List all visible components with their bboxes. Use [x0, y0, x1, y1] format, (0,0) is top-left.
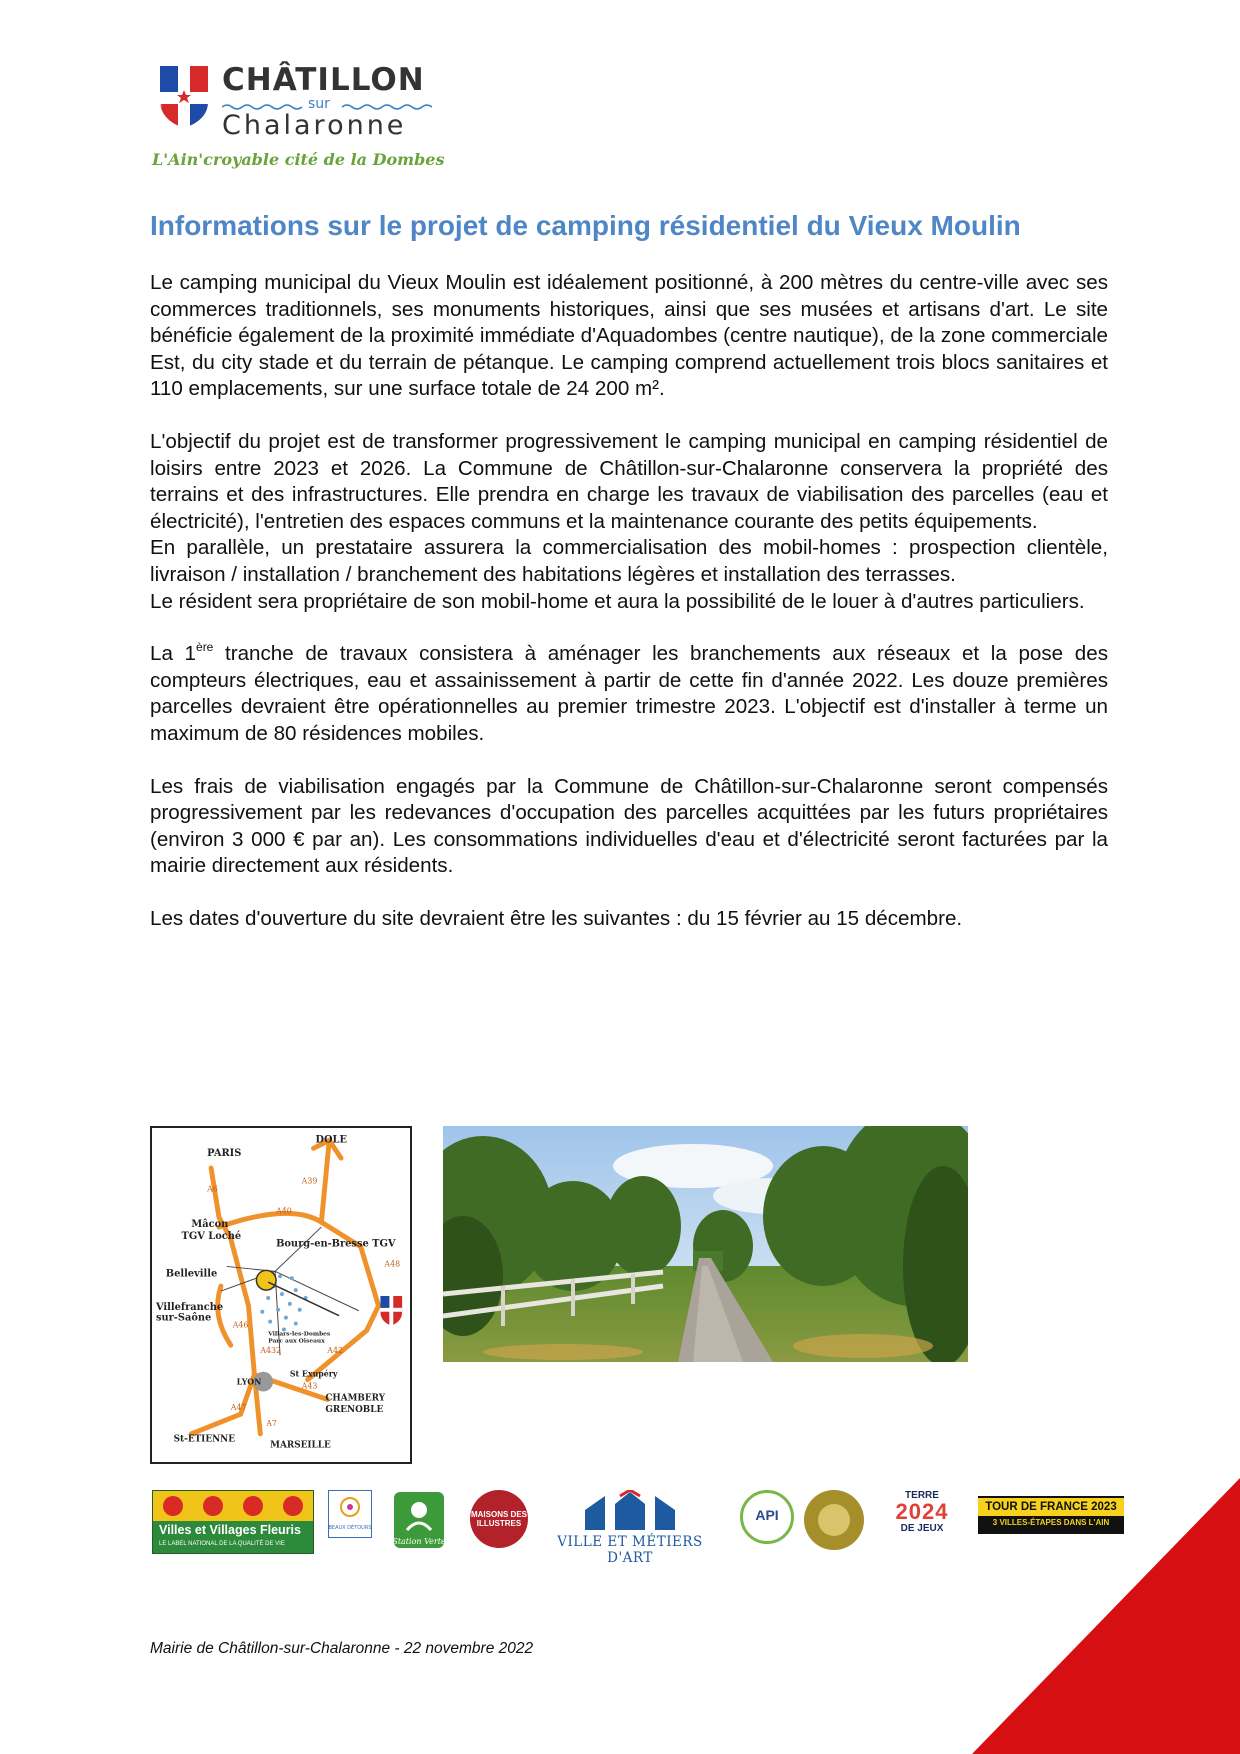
- fleur-or-icon: [818, 1504, 850, 1536]
- vvf-subtitle: LE LABEL NATIONAL DE LA QUALITÉ DE VIE: [159, 1541, 285, 1547]
- logo-tagline: L'Ain'croyable cité de la Dombes: [152, 150, 445, 169]
- maisons-illustres-logo: [470, 1490, 528, 1548]
- api-cite-logo: [740, 1490, 794, 1544]
- paragraph-location: Le camping municipal du Vieux Moulin est idéalement positionné, à 200 mètres du centre-ville avec ses commerces traditionnels, ses monuments historiques, ainsi que ses musées et artisans d'art. Le site bénéficie également de la proximité immédiate d'Aquadombes (centre nautique), de la zone commerciale Est, du city stade et du terrain de pétanque. Le camping comprend actuellement trois blocs sanitaires et 110 emplacements, sur une surface totale de 24 200 m².: [150, 271, 1108, 401]
- terre-line3: DE JEUX: [900, 1523, 944, 1534]
- paragraph-resident: Le résident sera propriétaire de son mobil-home et aura la possibilité de le louer à d'autres particuliers.: [150, 589, 1085, 613]
- city-tgv-loche: TGV Loché: [181, 1230, 242, 1242]
- city-sur-saone: sur-Saône: [155, 1312, 212, 1324]
- city-bourg: Bourg-en-Bresse TGV: [276, 1238, 396, 1250]
- chatillon-marker: [256, 1270, 276, 1290]
- fleur-or-logo: [804, 1490, 864, 1550]
- terre-line2: 2024: [895, 1499, 949, 1524]
- road-a42: A42: [327, 1346, 343, 1356]
- road-a47: A47: [230, 1403, 247, 1413]
- page-title: Informations sur le projet de camping résidentiel du Vieux Moulin: [150, 210, 1021, 241]
- city-grenoble: GRENOBLE: [325, 1405, 384, 1416]
- road-a39: A39: [301, 1176, 318, 1186]
- city-parc-oiseaux: Parc aux Oiseaux: [268, 1337, 325, 1345]
- logo-title: CHÂTILLON: [222, 62, 425, 98]
- metiers-art-icon: [545, 1490, 715, 1534]
- city-villars: Villars-les-Dombes: [268, 1330, 331, 1338]
- town-logo: [152, 60, 458, 180]
- maisons-illustres-text: MAISONS DES ILLUSTRES: [470, 1510, 527, 1528]
- city-dole: DOLE: [315, 1134, 347, 1146]
- city-villefranche: Villefranche: [155, 1301, 224, 1313]
- page-footer: Mairie de Châtillon-sur-Chalaronne - 22 novembre 2022: [150, 1640, 534, 1657]
- detours-icon: [329, 1491, 371, 1537]
- city-belleville: Belleville: [165, 1268, 218, 1280]
- ville-metiers-art-logo: [545, 1490, 715, 1566]
- mini-shield-icon: [380, 1296, 402, 1326]
- villes-villages-fleuris-logo: [152, 1490, 314, 1554]
- logo-subtitle: Chalaronne: [222, 110, 407, 141]
- paragraph-provider: En parallèle, un prestataire assurera la commercialisation des mobil-homes : prospection clientèle, livraison / installation / branchement des habitations légères et installation des terrasses.: [150, 536, 1108, 586]
- paragraph-objective: L'objectif du projet est de transformer progressivement le camping municipal en camping résidentiel de loisirs entre 2023 et 2026. La Commune de Châtillon-sur-Chalaronne conservera la propriété des terrains et des infrastructures. Elle prendra en charge les travaux de viabilisation des parcelles (eau et électricité), l'entretien des espaces communs et la maintenance courante des petits équipements.: [150, 429, 1108, 533]
- road-a7: A7: [266, 1418, 277, 1428]
- superscript-ere: ère: [196, 640, 214, 655]
- paragraph-costs: Les frais de viabilisation engagés par la Commune de Châtillon-sur-Chalaronne seront compensés progressivement par les redevances d'occupation des parcelles acquittées par les futurs propriétaires (environ 3 000 € par an). Les consommations individuelles d'eau et d'électricité seront facturées par la mairie directement aux résidents.: [150, 774, 1108, 878]
- road-a40: A40: [276, 1206, 292, 1216]
- road-a6: A6: [207, 1184, 218, 1194]
- road-a43: A43: [301, 1381, 318, 1391]
- terre-line1: TERRE: [905, 1490, 939, 1501]
- paragraph-first-phase: [150, 641, 1108, 747]
- city-lyon: LYON: [236, 1377, 262, 1387]
- logo-sur: sur: [308, 96, 330, 112]
- city-paris: PARIS: [207, 1148, 242, 1160]
- tdf-subtitle: 3 VILLES-ÉTAPES DANS L'AIN: [992, 1518, 1110, 1527]
- station-verte-logo: [392, 1490, 446, 1550]
- paragraph-dates: Les dates d'ouverture du site devraient être les suivantes : du 15 février au 15 décembre.: [150, 906, 963, 930]
- city-marseille: MARSEILLE: [270, 1440, 331, 1451]
- map-svg: [152, 1128, 410, 1462]
- road-a48: A48: [384, 1259, 401, 1269]
- road-a46: A46: [232, 1320, 249, 1330]
- road-a432: A432: [260, 1346, 282, 1356]
- motorway-network: [191, 1140, 378, 1433]
- city-st-etienne: St-ETIENNE: [173, 1434, 236, 1445]
- svg-text:Station Verte: Station Verte: [392, 1537, 446, 1546]
- photo-svg: [443, 1126, 968, 1362]
- terre-de-jeux-logo: [890, 1490, 954, 1552]
- station-verte-icon: [392, 1490, 446, 1550]
- plus-beaux-detours-logo: [328, 1490, 372, 1538]
- city-macon: Mâcon: [191, 1219, 229, 1231]
- first-phase-rest: tranche de travaux consistera à aménager les branchements aux réseaux et la pose des compteurs électriques, eau et assainissement à partir de cette fin d'année 2022. Les douze premières parcelles devraient être opérationnelles au premier trimestre 2023. L'objectif est d'installer à terme un maximum de 80 résidences mobiles.: [150, 642, 1108, 745]
- flowers-icon: [153, 1491, 313, 1521]
- red-corner-decoration: [972, 1478, 1240, 1754]
- vvf-title: Villes et Villages Fleuris: [159, 1523, 301, 1537]
- tdf-title: TOUR DE FRANCE 2023: [978, 1498, 1124, 1516]
- api-text: API: [755, 1507, 779, 1523]
- access-map: [150, 1126, 412, 1464]
- city-chambery: CHAMBERY: [325, 1393, 386, 1404]
- coat-of-arms-icon: [158, 64, 210, 130]
- city-st-exupery: St Exupéry: [289, 1369, 338, 1379]
- svg-text:BEAUX DÉTOURS: BEAUX DÉTOURS: [329, 1525, 371, 1531]
- vma-text: VILLE ET MÉTIERS D'ART: [557, 1534, 703, 1566]
- campsite-photo: [443, 1126, 968, 1362]
- document-body: [150, 270, 1108, 958]
- first-phase-start: La 1: [150, 642, 197, 666]
